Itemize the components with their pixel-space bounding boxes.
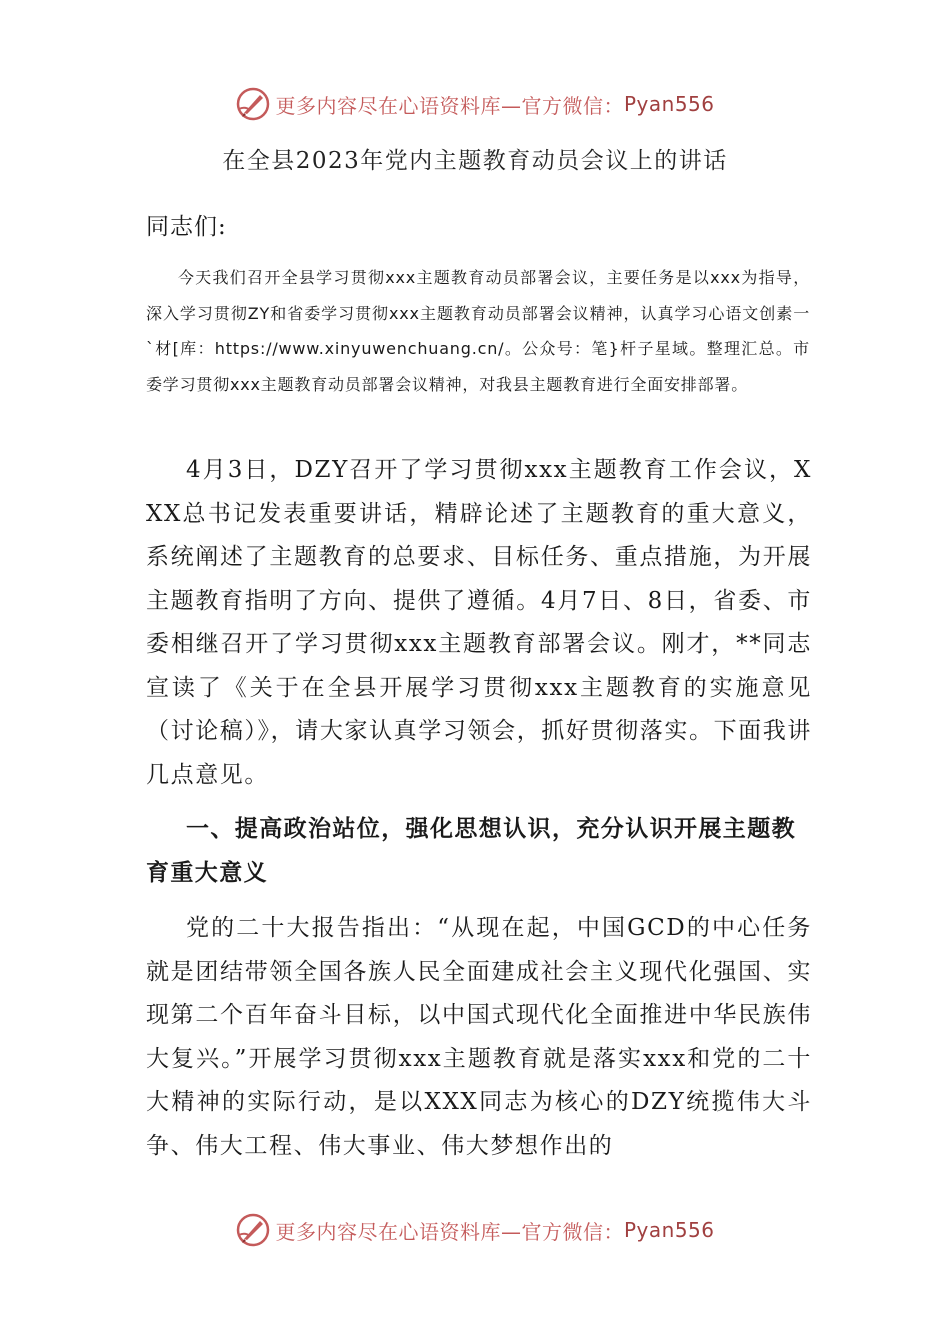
banner-text: 更多内容尽在心语资料库—官方微信： (275, 93, 624, 118)
footer-banner (0, 1210, 950, 1250)
quill-pen-logo-icon (235, 1212, 271, 1248)
intro-paragraph: 今天我们召开全县学习贯彻xxx主题教育动员部署会议，主要任务是以xxx为指导，深入学习贯彻ZY和省委学习贯彻xxx主题教育动员部署会议精神，认真学习心语文创素一`材[库：https://www.xinyuwenchuang.cn/。公众号：笔}杆子星域。整理汇总。市委学习贯彻xxx主题教育动员部署会议精神，对我县主题教育进行全面安排部署。 (146, 268, 810, 394)
banner-wechat-id: Pyan556 (623, 1218, 715, 1242)
body-paragraph-2: 党的二十大报告指出：“从现在起，中国GCD的中心任务就是团结带领全国各族人民全面建成社会主义现代化强国、实现第二个百年奋斗目标，以中国式现代化全面推进中华民族伟大复兴。”开展学习贯彻xxx主题教育就是落实xxx和党的二十大精神的实际行动，是以XXX同志为核心的DZY统揽伟大斗争、伟大工程、伟大事业、伟大梦想作出的 (146, 915, 812, 1159)
banner-text: 更多内容尽在心语资料库—官方微信： (275, 1219, 624, 1244)
section-heading-1: 一、提高政治站位，强化思想认识，充分认识开展主题教育重大意义 (146, 816, 796, 886)
document-title: 在全县2023年党内主题教育动员会议上的讲话 (222, 148, 728, 174)
quill-pen-logo-icon (235, 86, 271, 122)
banner-wechat-id: Pyan556 (623, 92, 715, 116)
salutation: 同志们: (146, 214, 227, 240)
body-paragraph-1: 4月3日，DZY召开了学习贯彻xxx主题教育工作会议，XXX总书记发表重要讲话，精辟论述了主题教育的重大意义，系统阐述了主题教育的总要求、目标任务、重点措施，为开展主题教育指明了方向、提供了遵循。4月7日、8日，省委、市委相继召开了学习贯彻xxx主题教育部署会议。刚才，**同志宣读了《关于在全县开展学习贯彻xxx主题教育的实施意见（讨论稿）》，请大家认真学习领会，抓好贯彻落实。下面我讲几点意见。 (146, 457, 812, 788)
header-banner (0, 84, 950, 124)
